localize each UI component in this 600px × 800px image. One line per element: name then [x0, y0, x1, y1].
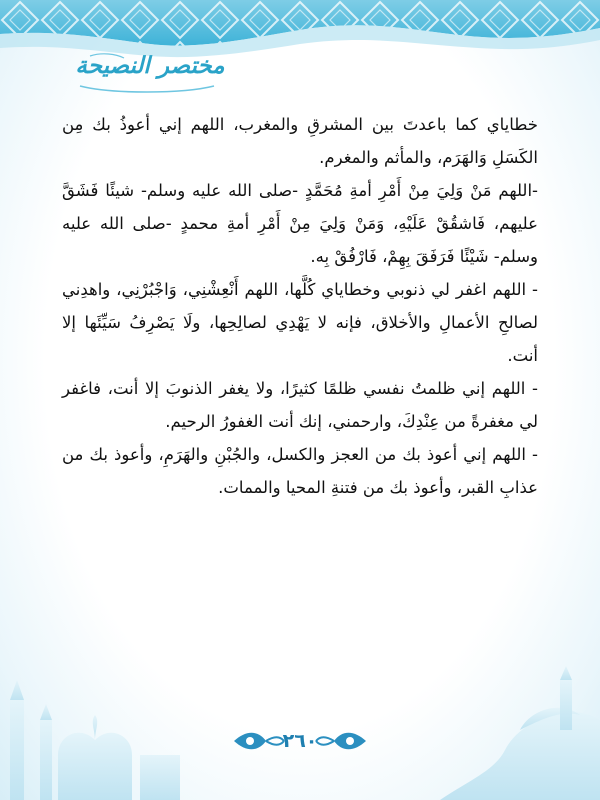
paragraph-5: - اللهم إني أعوذ بك من العجز والكسل، والجُبْنِ والهَرَمِ، وأعوذ بك من عذابِ القبر، وأعوذ بك من فتنةِ المحيا والممات. — [62, 445, 538, 497]
paragraph-1: خطاياي كما باعدتَ بين المشرقِ والمغرب، اللهم إني أعوذُ بك مِن الكَسَلِ وَالهَرَم، والمأثم والمغرم. — [62, 115, 538, 167]
paragraph-4: - اللهم إني ظلمتُ نفسي ظلمًا كثيرًا، ولا يغفر الذنوبَ إلا أنت، فاغفر لي مغفرةً من عِنْدِكَ، وارحمني، إنك أنت الغفورُ الرحيم. — [62, 379, 538, 431]
page-number: ٢٦٠ — [282, 730, 318, 752]
book-title: مختصر النصيحة — [75, 52, 225, 79]
paragraph-3: - اللهم اغفر لي ذنوبي وخطاياي كُلَّها، اللهم أَنْعِشْنِي، وَاجْبُرْنِي، واهدِني لصالحِ الأعمالِ والأخلاق، فإنه لا يَهْدِي لصالِحِها، ولَا يَصْرِفُ سَيِّئَها إلا أنت. — [62, 280, 538, 365]
paragraph-2: -اللهم مَنْ وَلِيَ مِنْ أَمْرِ أمةِ مُحَمَّدٍ -صلى الله عليه وسلم- شيئًا فَشَقَّ عليهم، فَاشقُقْ عَلَيْهِ، وَمَنْ وَلِيَ مِنْ أَمْرِ أمةِ محمدٍ -صلى الله عليه وسلم- شَيْئًا فَرَفَقَ بِهِمْ، فَارْفُقْ بِه. — [62, 181, 538, 266]
page-body — [62, 108, 538, 504]
